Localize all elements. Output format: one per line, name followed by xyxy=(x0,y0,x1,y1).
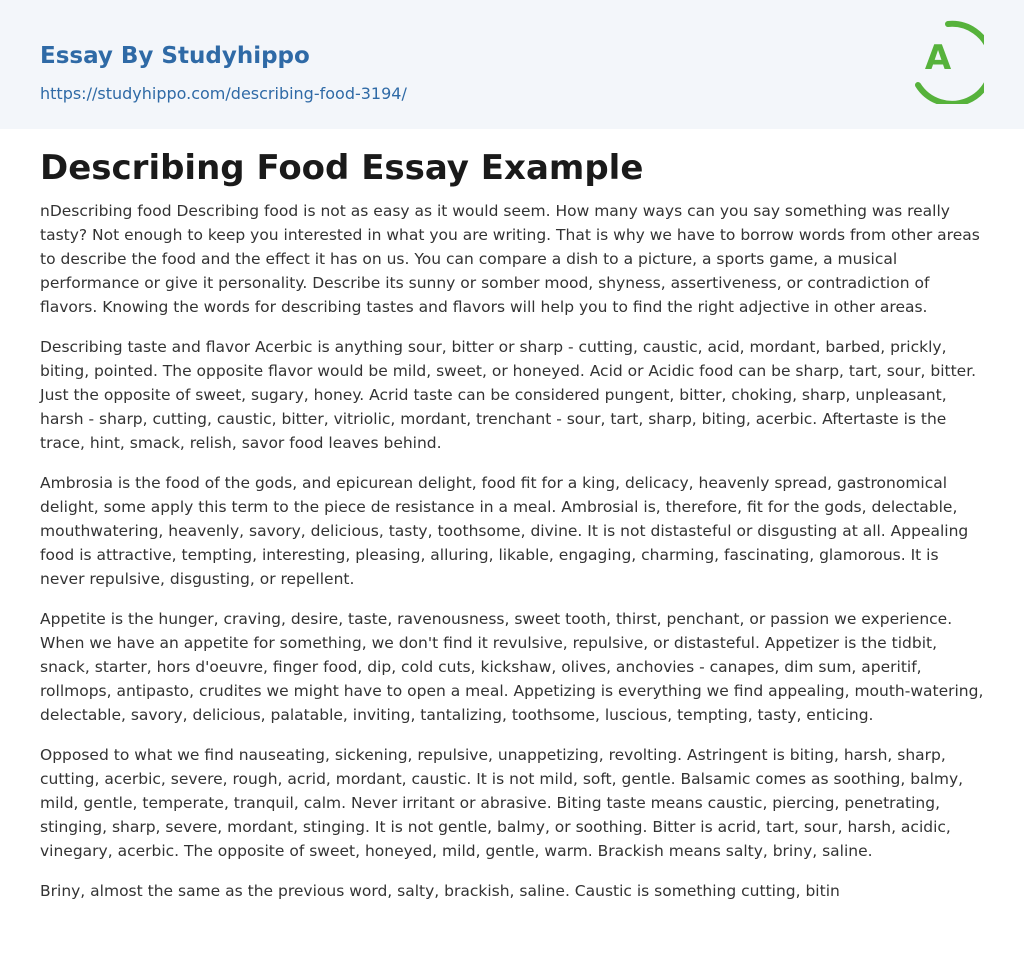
site-title: Essay By Studyhippo xyxy=(40,43,310,69)
essay-paragraph: Briny, almost the same as the previous word, salty, brackish, saline. Caustic is something cutting, bitin xyxy=(40,882,840,900)
page-title: Describing Food Essay Example xyxy=(40,148,644,188)
essay-content xyxy=(0,147,1024,903)
logo-letter: A xyxy=(924,38,952,78)
essay-paragraph: Ambrosia is the food of the gods, and epicurean delight, food fit for a king, delicacy, heavenly spread, gastronomical delight, some apply this term to the piece de resistance in a meal. Ambrosial is, therefore, fit for the gods, delectable, mouthwatering, heavenly, savory, delicious, tasty, toothsome, divine. It is not distasteful or disgusting at all. Appealing food is attractive, tempting, interesting, pleasing, alluring, likable, engaging, charming, fascinating, glamorous. It is never repulsive, disgusting, or repellent. xyxy=(40,474,969,588)
site-header xyxy=(0,0,1024,129)
source-url-link[interactable]: https://studyhippo.com/describing-food-3194/ xyxy=(40,84,407,103)
studyhippo-logo[interactable] xyxy=(912,20,984,104)
essay-paragraph: Appetite is the hunger, craving, desire, taste, ravenousness, sweet tooth, thirst, penchant, or passion we experience. When we have an appetite for something, we don't find it revulsive, repulsive, or distasteful. Appetizer is the tidbit, snack, starter, hors d'oeuvre, finger food, dip, cold cuts, kickshaw, olives, anchovies - canapes, dim sum, aperitif, rollmops, antipasto, crudites we might have to open a meal. Appetizing is everything we find appealing, mouth-watering, delectable, savory, delicious, palatable, inviting, tantalizing, toothsome, luscious, tempting, tasty, enticing. xyxy=(40,610,984,724)
essay-paragraph: Describing taste and flavor Acerbic is anything sour, bitter or sharp - cutting, caustic, acid, mordant, barbed, prickly, biting, pointed. The opposite flavor would be mild, sweet, or honeyed. Acid or Acidic food can be sharp, tart, sour, bitter. Just the opposite of sweet, sugary, honey. Acrid taste can be considered pungent, bitter, choking, sharp, unpleasant, harsh - sharp, cutting, caustic, bitter, vitriolic, mordant, trenchant - sour, tart, sharp, biting, acerbic. Aftertaste is the trace, hint, smack, relish, savor food leaves behind. xyxy=(40,338,977,452)
essay-paragraph: Opposed to what we find nauseating, sickening, repulsive, unappetizing, revolting. Astringent is biting, harsh, sharp, cutting, acerbic, severe, rough, acrid, mordant, caustic. It is not mild, soft, gentle. Balsamic comes as soothing, balmy, mild, gentle, temperate, tranquil, calm. Never irritant or abrasive. Biting taste means caustic, piercing, penetrating, stinging, sharp, severe, mordant, stinging. It is not gentle, balmy, or soothing. Bitter is acrid, tart, sour, harsh, acidic, vinegary, acerbic. The opposite of sweet, honeyed, mild, gentle, warm. Brackish means salty, briny, saline. xyxy=(40,746,964,860)
essay-paragraph: nDescribing food Describing food is not as easy as it would seem. How many ways can you say something was really tasty? Not enough to keep you interested in what you are writing. That is why we have to borrow words from other areas to describe the food and the effect it has on us. You can compare a dish to a picture, a sports game, a musical performance or give it personality. Describe its sunny or somber mood, shyness, assertiveness, or contradiction of flavors. Knowing the words for describing tastes and flavors will help you to find the right adjective in other areas. xyxy=(40,202,980,316)
